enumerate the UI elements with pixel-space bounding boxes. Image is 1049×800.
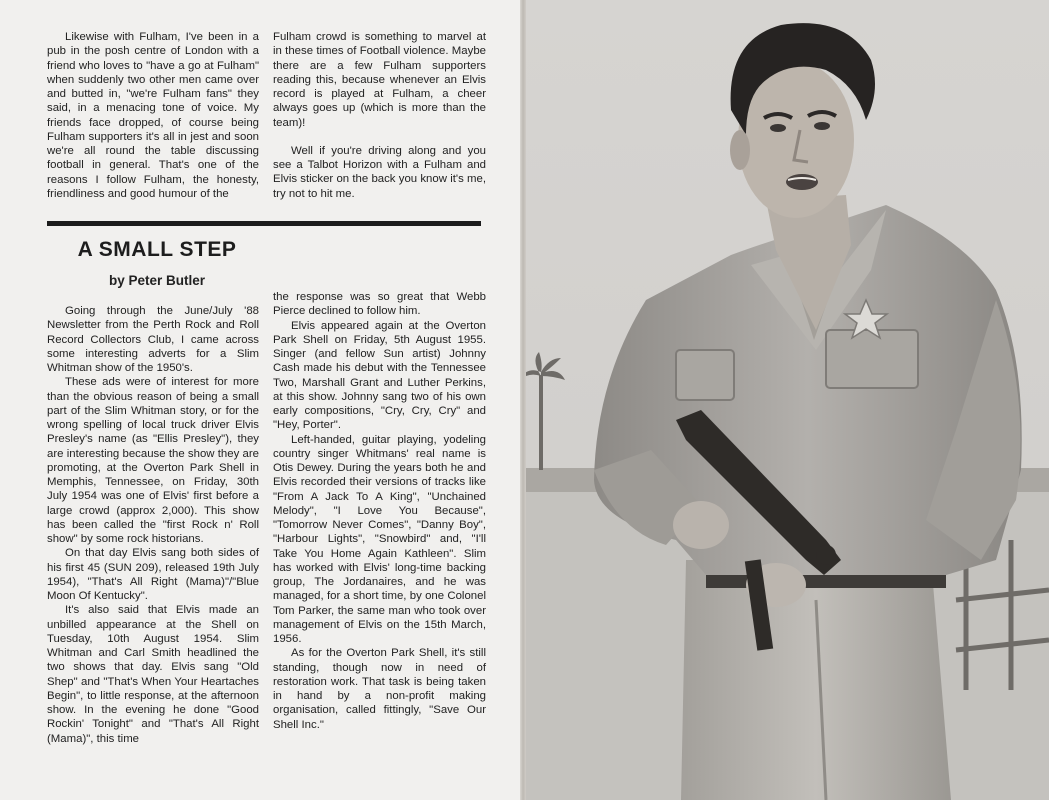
right-page — [526, 0, 1049, 800]
elvis-photo — [526, 0, 1049, 800]
paragraph: Likewise with Fulham, I've been in a pub in the posh centre of London with a friend who loves to "have a go at Fulham" when suddenly two other men came over and butted in, "we're Fulham fans" they said, in a menacing tone of voice. My friends face dropped, of course being Fulham supporters it's all in jest and soon we're all round the table discussing football in general. That's one of the reasons I follow Fulham, the honesty, friendliness and good humour of the — [47, 31, 259, 200]
paragraph: Well if you're driving along and you see a Talbot Horizon with a Fulham and Elvis sticker on the back you know it's me, try not to hit me. — [273, 144, 486, 200]
open-mouth — [786, 174, 818, 190]
paragraph: On that day Elvis sang both sides of his first 45 (SUN 209), released 19th July 1954), "That's All Right (Mama)"/"Blue Moon Of Kentucky". — [47, 547, 259, 602]
paragraph: Left-handed, guitar playing, yodeling country singer Whitmans' real name is Otis Dewey. During the years both he and Elvis recorded their versions of tracks like "From A Jack To A King", "Unchained Melody", "I Love You Because", "Tomorrow Never Comes", "Danny Boy", "Harbour Lights", "Snowbird" and, "I'll Take You Home Again Kathleen". Slim has worked with Elvis' long-time backing group, The Jordanaires, and he was managed, for a short time, by one Colonel Tom Parker, the same man who took over management of Elvis on the 15th March, 1956. — [273, 433, 486, 645]
article-title: A SMALL STEP — [77, 238, 237, 261]
paragraph: Going through the June/July '88 Newsletter from the Perth Rock and Roll Record Collectors Club, I came across some interesting adverts for a Slim Whitman show of the 1950's. — [47, 305, 259, 374]
article-byline: by Peter Butler — [108, 273, 206, 288]
article-column-2 — [273, 290, 486, 732]
paragraph: Fulham crowd is something to marvel at in these times of Football violence. Maybe there are a few Fulham supporters reading this, because whenever an Elvis record is played at Fulham, a cheer always goes up (which is more than the team)! — [273, 31, 486, 129]
paragraph: the response was so great that Webb Pierce declined to follow him. — [273, 291, 486, 318]
continued-text-column-1 — [47, 30, 259, 201]
trousers — [681, 560, 951, 800]
paragraph: As for the Overton Park Shell, it's still standing, though now in need of restoration work. That task is being taken in hand by a non-profit making organisation, called fittingly, "Save Our Shell Inc." — [273, 647, 486, 731]
paragraph: These ads were of interest for more than the obvious reason of being a small part of the Slim Whitman story, or for the wrong spelling of local truck driver Elvis Presley's name (as "Ellis Presley"), they are interesting because the show they are promoting, at the Overton Park Shell in Memphis, Tennessee, on Friday, 30th July 1954 was one of Elvis' first before a large crowd (approx 2,000). This show has been called the "first Rock n' Roll show" by some rock historians. — [47, 376, 259, 545]
section-divider — [47, 221, 481, 226]
paragraph: It's also said that Elvis made an unbilled appearance at the Shell on Tuesday, 10th August 1954. Slim Whitman and Carl Smith headlined the two shows that day. Elvis sang "Old Shep" and "That's When Your Heartaches Begin", to little response, at the afternoon show. In the evening he done "Good Rockin' Tonight" and "That's All Right (Mama)", this time — [47, 604, 259, 745]
continued-text-column-2 — [273, 30, 486, 201]
left-page — [0, 0, 520, 800]
article-column-1 — [47, 304, 259, 746]
paragraph: Elvis appeared again at the Overton Park Shell on Friday, 5th August 1955. Singer (and fellow Sun artist) Johnny Cash made his debut with the Tennessee Two, Marshall Grant and Luther Perkins, at this show. Johnny sang two of his own early compositions, "Cry, Cry, Cry" and "Hey, Porter". — [273, 319, 486, 432]
